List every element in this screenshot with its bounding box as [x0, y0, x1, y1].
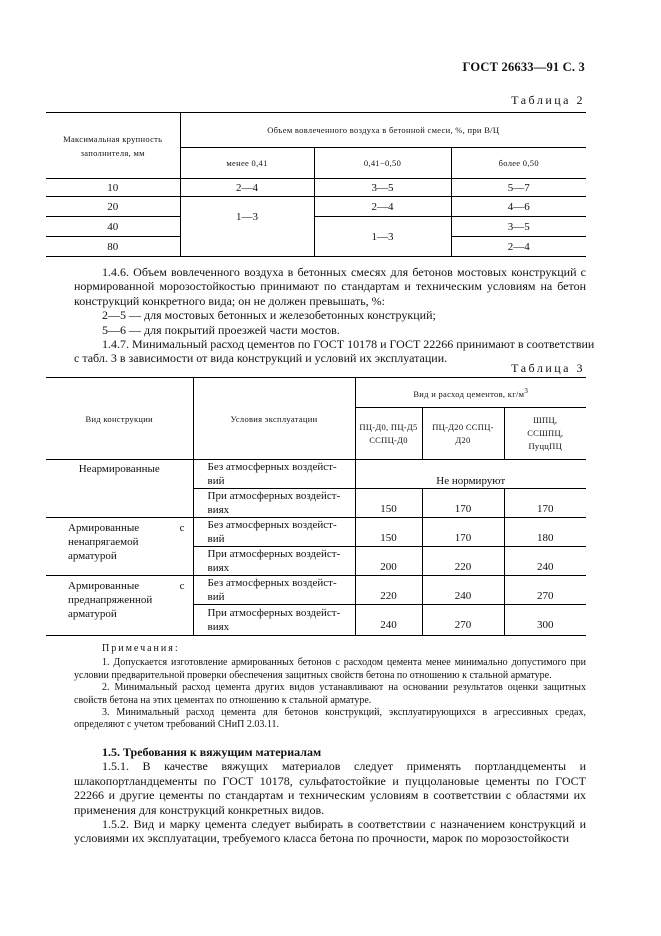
table2-cell: 5—7	[451, 179, 586, 197]
table2-subheader: менее 0,41	[180, 148, 314, 179]
condition-line: вий	[207, 475, 225, 487]
condition-line: При атмосферных воздейст-	[207, 548, 341, 560]
paragraph-1-5-1: 1.5.1. В качестве вяжущих материалов следует применять портландцементы и шлакопортландцементы по ГОСТ 10178, сульфатостойкие и пуццолановые цементы по ГОСТ 22266 и другие цементы по стандартам и техническим условиям в соответствии с областями их применения для конструкций конкретных видов.	[74, 759, 586, 817]
table3-subheader: ПЦ-Д20 ССПЦ-Д20	[422, 408, 504, 460]
table3-value: 170	[504, 489, 586, 518]
section-1-5	[74, 745, 586, 846]
table3-value: 240	[422, 576, 504, 605]
table3-value: 170	[422, 489, 504, 518]
table3-value: 200	[355, 547, 422, 576]
condition-line: виях	[207, 562, 230, 574]
table2-cell: 80	[46, 237, 180, 257]
table2-cell: 3—5	[451, 217, 586, 237]
text-line: нормированной морозостойкостью принимают по стандартам и техническим условиям на бетон	[74, 279, 586, 294]
paragraph-1-4-6	[74, 265, 586, 337]
table3-header-kind: Вид конструкции	[46, 378, 193, 460]
table3-condition	[193, 576, 355, 605]
text-line: 1.4.7. Минимальный расход цементов по ГОСТ 10178 и ГОСТ 22266 принимают в соответствии	[102, 337, 595, 351]
text-line: 5—6 — для покрытий проезжей части мостов.	[102, 322, 340, 337]
table3-value: 170	[422, 518, 504, 547]
section-title: 1.5. Требования к вяжущим материалам	[102, 745, 322, 759]
table3-not-normed: Не нормируют	[355, 460, 586, 489]
table3-condition	[193, 547, 355, 576]
table3-value: 240	[504, 547, 586, 576]
table2-cell: 20	[46, 197, 180, 217]
table3-subheader: ПЦ-Д0, ПЦ-Д5 ССПЦ-Д0	[355, 408, 422, 460]
table3-value: 220	[422, 547, 504, 576]
table3-condition	[193, 489, 355, 518]
table2-cell: 3—5	[314, 179, 451, 197]
table3-kind: Армированные с преднапряженной арматурой	[46, 576, 193, 636]
condition-line: вий	[207, 591, 225, 603]
condition-line: При атмосферных воздейст-	[207, 607, 341, 619]
table3-header-conditions: Условия эксплуатации	[193, 378, 355, 460]
table3-value: 180	[504, 518, 586, 547]
page-header: ГОСТ 26633—91 С. 3	[462, 60, 585, 74]
table3-value: 270	[504, 576, 586, 605]
condition-line: При атмосферных воздейст-	[207, 490, 341, 502]
note-1: 1. Допускается изготовление армированных бетонов с расходом цемента менее минимально допустимого при условии предварительной проверки обеспечения защитных свойств бетона по отношению к стальной арматуре.	[74, 657, 586, 681]
table3-value: 270	[422, 605, 504, 636]
table3-value: 300	[537, 619, 554, 631]
table3	[46, 377, 586, 636]
table2-cell: 10	[46, 179, 180, 197]
text-line: конструкций конкретного вида; он не должен превышать, %:	[74, 293, 386, 308]
table3-condition	[193, 605, 355, 636]
table3-header-group-text: Вид и расход цементов, кг/м	[413, 388, 525, 399]
paragraph-1-4-7	[74, 337, 595, 366]
table3-condition	[193, 518, 355, 547]
table3-kind: Армированные с ненапрягаемой арматурой	[46, 518, 193, 576]
table2-cell: 2—4	[180, 179, 314, 197]
table2-header-size: Максимальная крупность заполнителя, мм	[46, 113, 180, 179]
text-line: 1.4.6. Объем вовлеченного воздуха в бетонных смесях для бетонов мостовых конструкций с	[102, 265, 586, 279]
notes	[74, 643, 586, 732]
table3-caption: Таблица 3	[511, 361, 585, 375]
condition-line: вий	[207, 533, 225, 545]
table3-value: 150	[355, 518, 422, 547]
table2-cell: 40	[46, 217, 180, 237]
table2-cell: 4—6	[451, 197, 586, 217]
table3-value: 150	[355, 489, 422, 518]
table2	[46, 112, 586, 257]
condition-line: Без атмосферных воздейст-	[207, 519, 337, 531]
condition-line: Без атмосферных воздейст-	[207, 461, 337, 473]
table2-merged-value: 1—3	[236, 210, 258, 223]
table2-cell	[180, 197, 314, 257]
note-3: 3. Минимальный расход цемента для бетонов конструкций, эксплуатирующихся в агрессивных средах, определяют с учетом требований СНиП 2.03.11.	[74, 707, 586, 731]
table2-cell: 2—4	[314, 197, 451, 217]
table2-caption: Таблица 2	[511, 93, 585, 107]
table3-condition	[193, 460, 355, 489]
note-2: 2. Минимальный расход цемента других видов устанавливают на основании результатов оценки защитных свойств бетона на этих цементах по отношению к стальной арматуре.	[74, 682, 586, 706]
table3-value: 240	[355, 605, 422, 636]
paragraph-1-5-2: 1.5.2. Вид и марку цемента следует выбирать в соответствии с назначением конструкций и условиями их эксплуатации, требуемого класса бетона по прочности, марок по морозостойкости	[74, 817, 586, 846]
table3-value: 220	[355, 576, 422, 605]
condition-line: виях	[207, 504, 230, 516]
notes-title: Примечания:	[102, 643, 180, 654]
table3-header-group-sup: 3	[524, 386, 529, 395]
condition-line: виях	[207, 621, 230, 633]
table2-header-group: Объем вовлеченного воздуха в бетонной смеси, %, при В/Ц	[180, 113, 586, 148]
table3-subheader: ШПЦ, ССШПЦ, ПуццПЦ	[504, 408, 586, 460]
text-line: с табл. 3 в зависимости от вида конструкций и условий их эксплуатации.	[74, 351, 448, 366]
table2-subheader: более 0,50	[451, 148, 586, 179]
condition-line: Без атмосферных воздейст-	[207, 577, 337, 589]
table2-subheader: 0,41−0,50	[314, 148, 451, 179]
table2-cell: 1—3	[314, 217, 451, 257]
text-line: 2—5 — для мостовых бетонных и железобетонных конструкций;	[102, 308, 436, 323]
table3-kind: Неармированные	[46, 460, 193, 518]
table3-header-group	[355, 378, 586, 408]
table2-cell: 2—4	[507, 240, 530, 253]
